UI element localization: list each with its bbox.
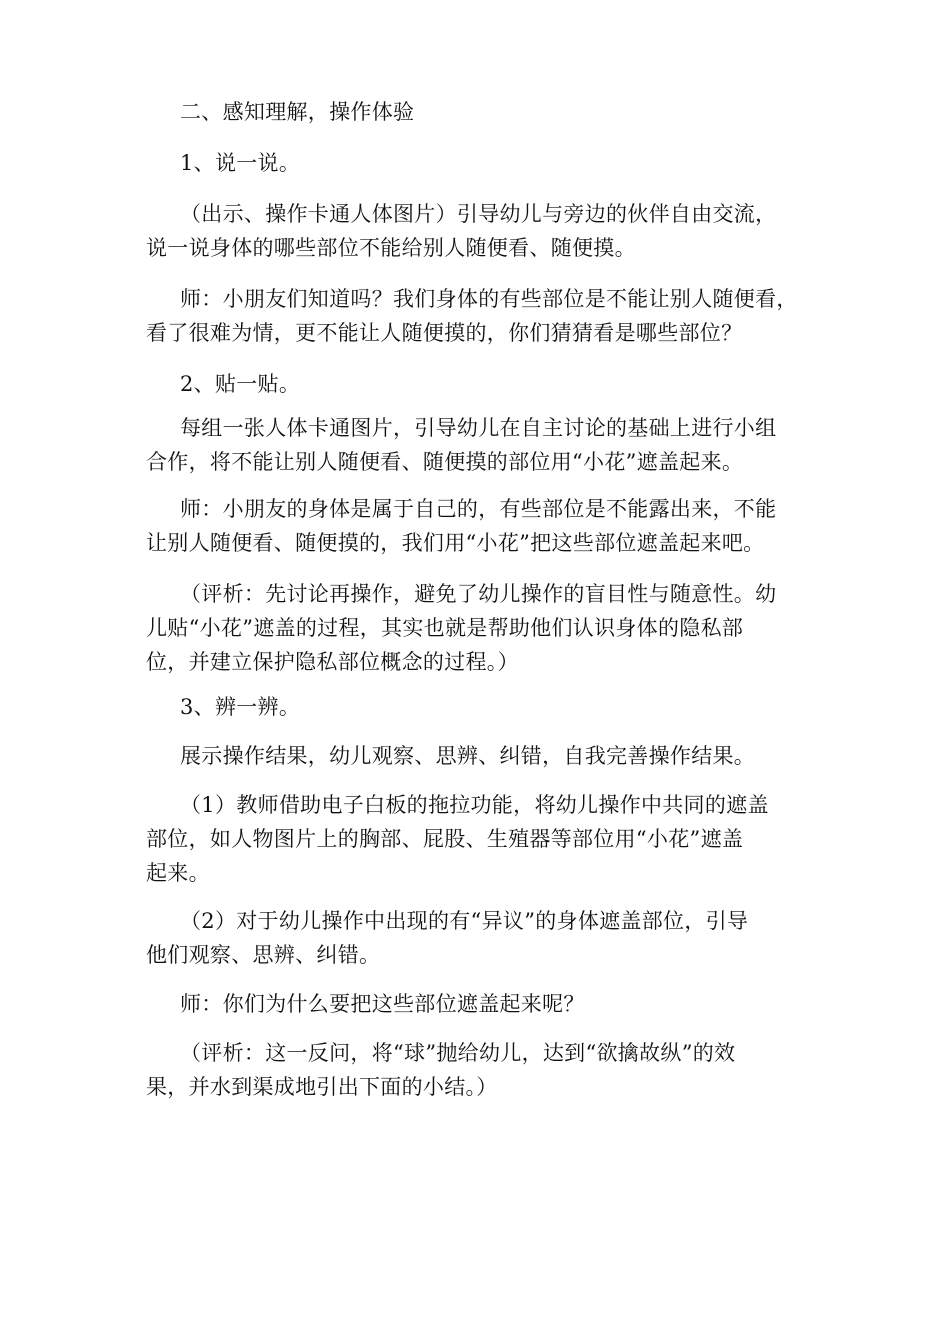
subsection-heading xyxy=(146,367,810,401)
text-line: 看了很难为情，更不能让人随便摸的，你们猜猜看是哪些部位？ xyxy=(146,321,743,345)
paragraph xyxy=(146,411,810,479)
text-line: 部位，如人物图片上的胸部、屁股、生殖器等部位用“小花”遮盖 xyxy=(146,827,744,851)
text-line: 展示操作结果，幼儿观察、思辨、纠错，自我完善操作结果。 xyxy=(180,744,756,768)
text-line: 3、辨一辨。 xyxy=(180,695,301,719)
text-line: 他们观察、思辨、纠错。 xyxy=(146,943,381,967)
paragraph xyxy=(146,197,810,265)
paragraph xyxy=(146,904,810,972)
paragraph xyxy=(146,492,810,560)
paragraph xyxy=(146,1036,810,1104)
text-line: 师：小朋友们知道吗？我们身体的有些部位是不能让别人随便看， xyxy=(180,287,798,311)
text-line: （2）对于幼儿操作中出现的有“异议”的身体遮盖部位，引导 xyxy=(180,909,749,933)
text-line: 师：小朋友的身体是属于自己的，有些部位是不能露出来，不能 xyxy=(180,497,777,521)
paragraph xyxy=(146,282,810,350)
text-line: 说一说身体的哪些部位不能给别人随便看、随便摸。 xyxy=(146,236,636,260)
subsection-heading xyxy=(146,690,810,724)
subsection-heading xyxy=(146,146,810,180)
text-line: 合作，将不能让别人随便看、随便摸的部位用“小花”遮盖起来。 xyxy=(146,450,744,474)
text-line: （出示、操作卡通人体图片）引导幼儿与旁边的伙伴自由交流， xyxy=(180,202,777,226)
text-line: 二、感知理解，操作体验 xyxy=(180,100,415,124)
text-line: 2、贴一贴。 xyxy=(180,372,301,396)
paragraph xyxy=(146,739,810,773)
text-line: 每组一张人体卡通图片，引导幼儿在自主讨论的基础上进行小组 xyxy=(180,416,777,440)
text-line: （评析：这一反问，将“球”抛给幼儿，达到“欲擒故纵”的效 xyxy=(180,1041,736,1065)
text-line: 起来。 xyxy=(146,861,210,885)
paragraph xyxy=(146,577,810,679)
text-line: 让别人随便看、随便摸的，我们用“小花”把这些部位遮盖起来吧。 xyxy=(146,531,765,555)
text-line: 1、说一说。 xyxy=(180,151,301,175)
section-heading xyxy=(146,95,810,129)
text-line: （1）教师借助电子白板的拖拉功能，将幼儿操作中共同的遮盖 xyxy=(180,793,769,817)
text-line: 师：你们为什么要把这些部位遮盖起来呢？ xyxy=(180,992,585,1016)
text-line: 果，并水到渠成地引出下面的小结。） xyxy=(146,1075,498,1099)
paragraph xyxy=(146,788,810,890)
paragraph xyxy=(146,987,810,1021)
text-line: 位，并建立保护隐私部位概念的过程。） xyxy=(146,650,519,674)
text-line: （评析：先讨论再操作，避免了幼儿操作的盲目性与随意性。幼 xyxy=(180,582,777,606)
text-line: 儿贴“小花”遮盖的过程，其实也就是帮助他们认识身体的隐私部 xyxy=(146,616,744,640)
